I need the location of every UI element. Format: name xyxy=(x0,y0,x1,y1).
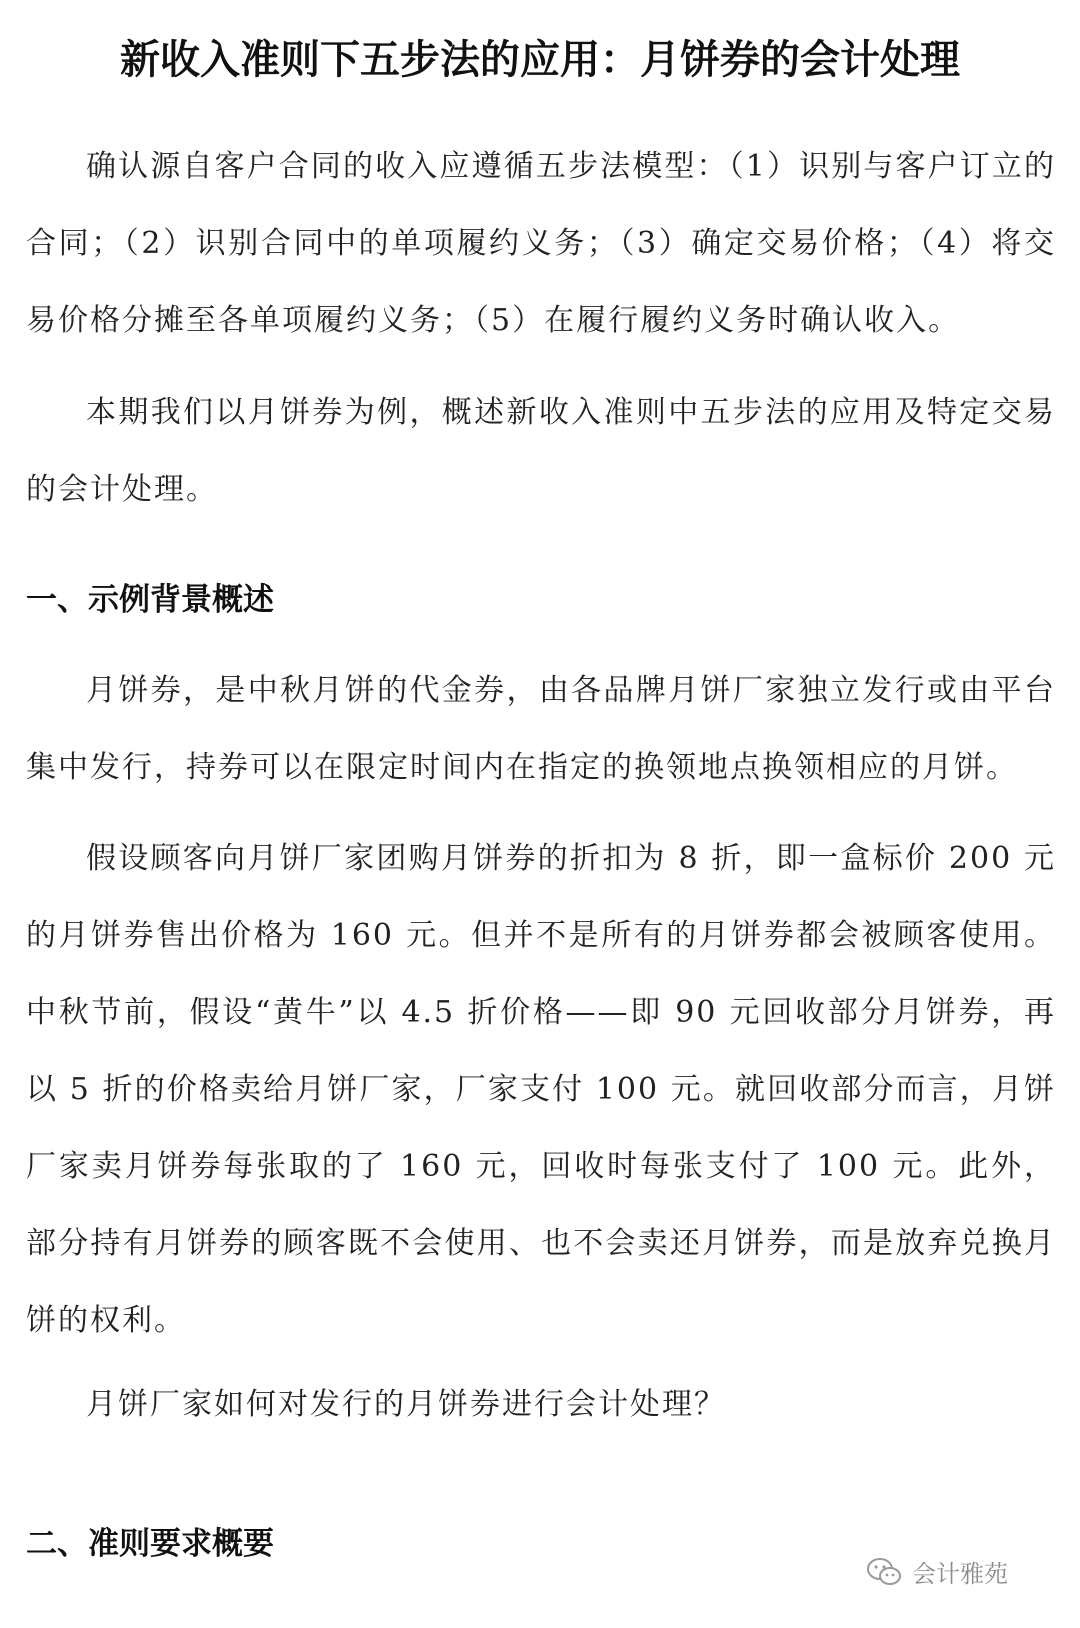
section-heading-standard-requirements: 二、准则要求概要 xyxy=(26,1526,274,1562)
page-title: 新收入准则下五步法的应用：月饼券的会计处理 xyxy=(120,37,960,83)
scope-paragraph: 本期我们以月饼券为例，概述新收入准则中五步法的应用及特定交易的会计处理。 xyxy=(26,395,1056,507)
watermark-text: 会计雅苑 xyxy=(912,1560,1008,1588)
section-heading-background: 一、示例背景概述 xyxy=(26,582,274,618)
example-scenario-paragraph: 假设顾客向月饼厂家团购月饼券的折扣为 8 折，即一盒标价 200 元的月饼券售出价格为 160 元。但并不是所有的月饼券都会被顾客使用。中秋节前，假设“黄牛”以 4.5 折价格——即 90 元回收部分月饼券，再以 5 折的价格卖给月饼厂家，厂家支付 100 元。就回收部分而言，月饼厂家卖月饼券每张取的了 160 元，回收时每张支付了 100 元。此外，部分持有月饼券的顾客既不会使用、也不会卖还月饼券，而是放弃兑换月饼的权利。 xyxy=(26,841,1056,1338)
question-paragraph: 月饼厂家如何对发行的月饼券进行会计处理？ xyxy=(86,1387,726,1422)
watermark xyxy=(866,1554,1008,1589)
intro-paragraph: 确认源自客户合同的收入应遵循五步法模型：（1）识别与客户订立的合同；（2）识别合同中的单项履约义务；（3）确定交易价格；（4）将交易价格分摊至各单项履约义务；（5）在履行履约义务时确认收入。 xyxy=(26,149,1056,338)
wechat-icon xyxy=(866,1557,902,1587)
mooncake-coupon-definition-paragraph: 月饼券，是中秋月饼的代金券，由各品牌月饼厂家独立发行或由平台集中发行，持券可以在限定时间内在指定的换领地点换领相应的月饼。 xyxy=(26,673,1056,785)
